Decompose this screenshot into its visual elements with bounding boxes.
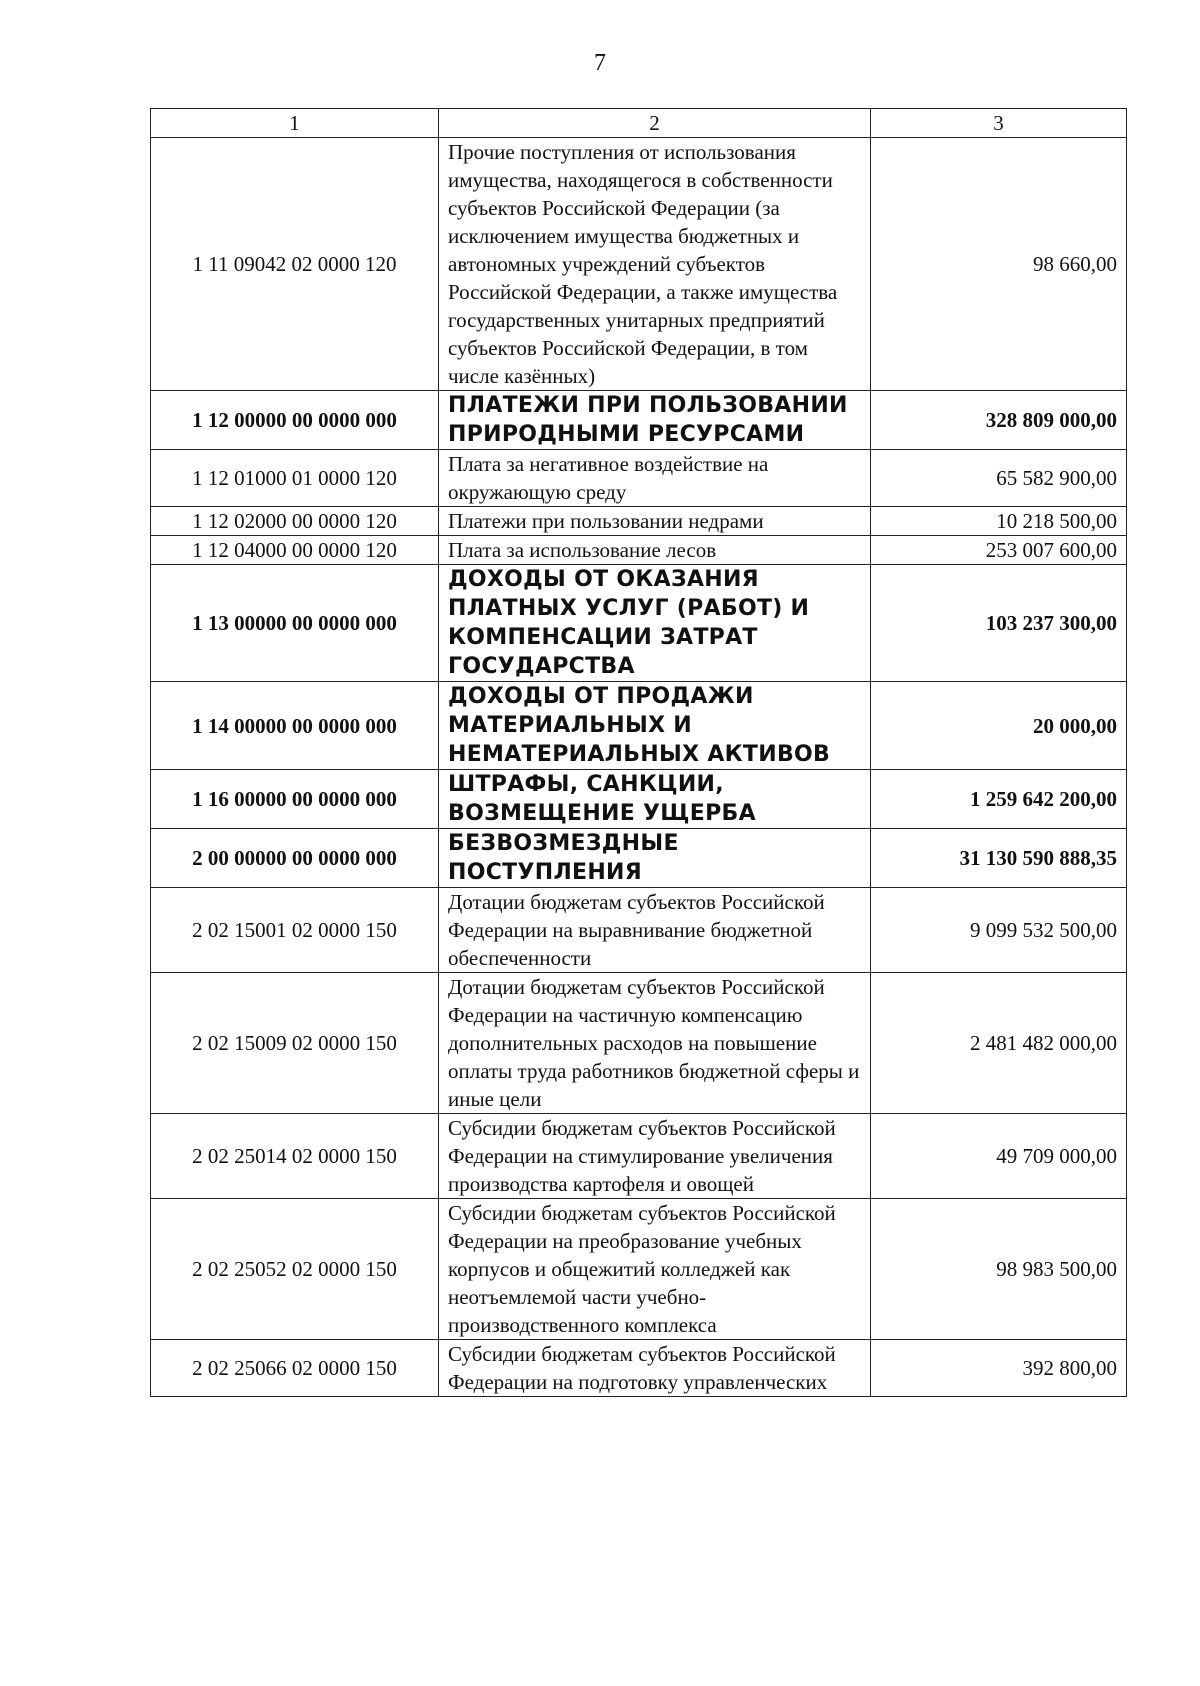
code-cell: 1 12 02000 00 0000 120 (151, 507, 439, 536)
name-cell: Дотации бюджетам субъектов Российской Федерации на выравнивание бюджетной обеспеченности (439, 888, 871, 973)
header-column-1: 1 (151, 109, 439, 138)
table-header-row (151, 109, 1127, 138)
amount-cell: 31 130 590 888,35 (871, 829, 1127, 888)
amount-cell: 10 218 500,00 (871, 507, 1127, 536)
revenue-table (150, 108, 1127, 1397)
code-cell: 1 12 00000 00 0000 000 (151, 391, 439, 450)
name-cell: Субсидии бюджетам субъектов Российской Федерации на преобразование учебных корпусов и общежитий колледжей как неотъемлемой части учебно-производственного комплекса (439, 1199, 871, 1340)
amount-cell: 49 709 000,00 (871, 1114, 1127, 1199)
amount-cell: 65 582 900,00 (871, 450, 1127, 507)
name-cell: ДОХОДЫ ОТ ОКАЗАНИЯ ПЛАТНЫХ УСЛУГ (РАБОТ) И КОМПЕНСАЦИИ ЗАТРАТ ГОСУДАРСТВА (439, 565, 871, 682)
name-cell: Плата за негативное воздействие на окружающую среду (439, 450, 871, 507)
header-column-3: 3 (871, 109, 1127, 138)
table-row (151, 565, 1127, 682)
header-column-2: 2 (439, 109, 871, 138)
amount-cell: 2 481 482 000,00 (871, 973, 1127, 1114)
name-cell: Субсидии бюджетам субъектов Российской Федерации на стимулирование увеличения производства картофеля и овощей (439, 1114, 871, 1199)
name-cell: ПЛАТЕЖИ ПРИ ПОЛЬЗОВАНИИ ПРИРОДНЫМИ РЕСУРСАМИ (439, 391, 871, 450)
table-row (151, 829, 1127, 888)
table-row (151, 536, 1127, 565)
name-cell: Плата за использование лесов (439, 536, 871, 565)
code-cell: 2 00 00000 00 0000 000 (151, 829, 439, 888)
table-body (151, 138, 1127, 1397)
amount-cell: 103 237 300,00 (871, 565, 1127, 682)
code-cell: 1 14 00000 00 0000 000 (151, 682, 439, 770)
table-row (151, 507, 1127, 536)
code-cell: 1 12 01000 01 0000 120 (151, 450, 439, 507)
table-row (151, 682, 1127, 770)
table-row (151, 888, 1127, 973)
code-cell: 2 02 15001 02 0000 150 (151, 888, 439, 973)
code-cell: 2 02 15009 02 0000 150 (151, 973, 439, 1114)
amount-cell: 328 809 000,00 (871, 391, 1127, 450)
name-cell: Дотации бюджетам субъектов Российской Федерации на частичную компенсацию дополнительных расходов на повышение оплаты труда работников бюджетной сферы и иные цели (439, 973, 871, 1114)
name-cell: Субсидии бюджетам субъектов Российской Федерации на подготовку управленческих (439, 1340, 871, 1397)
amount-cell: 253 007 600,00 (871, 536, 1127, 565)
code-cell: 1 13 00000 00 0000 000 (151, 565, 439, 682)
amount-cell: 1 259 642 200,00 (871, 770, 1127, 829)
table-row (151, 391, 1127, 450)
table-row (151, 450, 1127, 507)
code-cell: 2 02 25014 02 0000 150 (151, 1114, 439, 1199)
code-cell: 1 16 00000 00 0000 000 (151, 770, 439, 829)
table-row (151, 138, 1127, 391)
amount-cell: 98 660,00 (871, 138, 1127, 391)
amount-cell: 98 983 500,00 (871, 1199, 1127, 1340)
code-cell: 1 11 09042 02 0000 120 (151, 138, 439, 391)
name-cell: ДОХОДЫ ОТ ПРОДАЖИ МАТЕРИАЛЬНЫХ И НЕМАТЕРИАЛЬНЫХ АКТИВОВ (439, 682, 871, 770)
table-row (151, 1340, 1127, 1397)
page-number: 7 (594, 50, 606, 76)
table-row (151, 1199, 1127, 1340)
amount-cell: 9 099 532 500,00 (871, 888, 1127, 973)
code-cell: 2 02 25052 02 0000 150 (151, 1199, 439, 1340)
name-cell: Прочие поступления от использования имущества, находящегося в собственности субъектов Российской Федерации (за исключением имущества бюджетных и автономных учреждений субъектов Российской Федерации, а также имущества государственных унитарных предприятий субъектов Российской Федерации, в том числе казённых) (439, 138, 871, 391)
amount-cell: 392 800,00 (871, 1340, 1127, 1397)
code-cell: 1 12 04000 00 0000 120 (151, 536, 439, 565)
table-row (151, 1114, 1127, 1199)
amount-cell: 20 000,00 (871, 682, 1127, 770)
name-cell: ШТРАФЫ, САНКЦИИ, ВОЗМЕЩЕНИЕ УЩЕРБА (439, 770, 871, 829)
name-cell: БЕЗВОЗМЕЗДНЫЕ ПОСТУПЛЕНИЯ (439, 829, 871, 888)
code-cell: 2 02 25066 02 0000 150 (151, 1340, 439, 1397)
name-cell: Платежи при пользовании недрами (439, 507, 871, 536)
table-row (151, 770, 1127, 829)
table-header (151, 109, 1127, 138)
table-row (151, 973, 1127, 1114)
